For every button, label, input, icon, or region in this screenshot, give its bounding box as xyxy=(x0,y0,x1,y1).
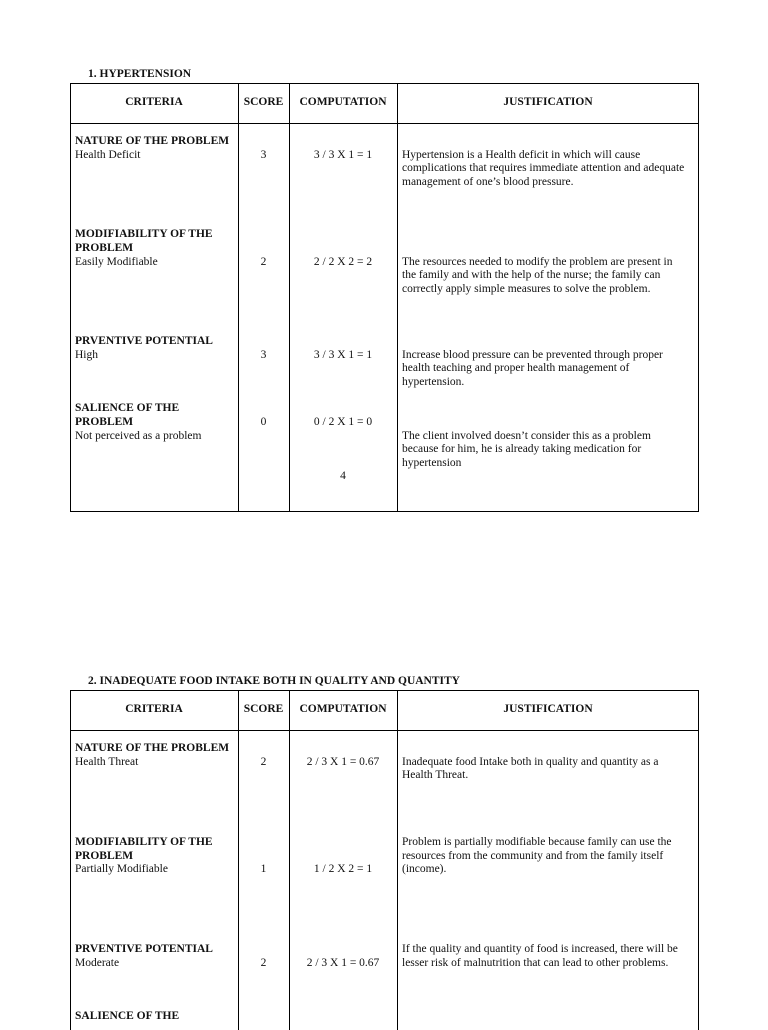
table2-row3-justification-line1: If the quality and quantity of food is increased, there will be xyxy=(402,943,678,955)
table2-row2-justification-line1: Problem is partially modifiable because family can use the xyxy=(402,836,672,848)
table1-row4-justification-line3: hypertension xyxy=(402,457,462,469)
table1-col-divider-3 xyxy=(397,83,398,512)
table1-row2-justification-line2: the family and with the help of the nurse; the family can xyxy=(402,269,661,281)
table1-row2-justification-line3: correctly apply simple measures to solve the problem. xyxy=(402,283,651,295)
table2-row1-justification-line2: Health Threat. xyxy=(402,769,469,781)
table1-row1-criterion: NATURE OF THE PROBLEM xyxy=(75,135,230,147)
table1-col-divider-1 xyxy=(238,83,239,512)
table2-header-computation: COMPUTATION xyxy=(299,703,387,715)
table2-row2-criterion-line1: MODIFIABILITY OF THE xyxy=(75,836,213,848)
table1-row4-justification-line2: because for him, he is already taking medication for xyxy=(402,443,642,455)
table2-row1-score: 2 xyxy=(260,756,267,768)
table2-row2-justification-line2: resources from the community and from the family itself xyxy=(402,850,664,862)
table1-row4-score: 0 xyxy=(260,416,267,428)
table2-row1-level: Health Threat xyxy=(75,756,139,768)
table2-row2-criterion-line2: PROBLEM xyxy=(75,850,134,862)
table1-row2-criterion-line2: PROBLEM xyxy=(75,242,134,254)
table2-row1-computation: 2 / 3 X 1 = 0.67 xyxy=(306,756,380,768)
table2-header-justification: JUSTIFICATION xyxy=(503,703,593,715)
table2-row3-justification-line2: lesser risk of malnutrition that can lead to other problems. xyxy=(402,957,669,969)
table2-row2-level: Partially Modifiable xyxy=(75,863,168,875)
table1-row1-justification-line2: complications that requires immediate attention and adequate xyxy=(402,162,685,174)
table2-row2-score: 1 xyxy=(260,863,267,875)
table2-row4-criterion-line1: SALIENCE OF THE xyxy=(75,1010,180,1022)
table2-row2-computation: 1 / 2 X 2 = 1 xyxy=(313,863,373,875)
table1-header-criteria: CRITERIA xyxy=(125,96,183,108)
table2-row2-justification-line3: (income). xyxy=(402,863,447,875)
table1-row2-score: 2 xyxy=(260,256,267,268)
table1-row1-justification-line1: Hypertension is a Health deficit in which will cause xyxy=(402,149,641,161)
table1-row3-level: High xyxy=(75,349,98,361)
table1-row4-criterion-line2: PROBLEM xyxy=(75,416,134,428)
table1-title: 1. HYPERTENSION xyxy=(88,68,192,80)
table1-row2-level: Easily Modifiable xyxy=(75,256,158,268)
table1-row3-justification-line2: health teaching and proper health management of xyxy=(402,362,630,374)
table2-col-divider-2 xyxy=(289,690,290,1030)
table2-row3-computation: 2 / 3 X 1 = 0.67 xyxy=(306,957,380,969)
table1-row1-computation: 3 / 3 X 1 = 1 xyxy=(313,149,373,161)
table2-header-criteria: CRITERIA xyxy=(125,703,183,715)
table1-row1-score: 3 xyxy=(260,149,267,161)
table1-row3-criterion: PRVENTIVE POTENTIAL xyxy=(75,335,213,347)
table1-header-divider xyxy=(70,123,699,124)
table1-row1-justification-line3: management of one’s blood pressure. xyxy=(402,176,574,188)
table2-header-score: SCORE xyxy=(243,703,284,715)
table2-col-divider-3 xyxy=(397,690,398,1030)
table1-row3-justification-line3: hypertension. xyxy=(402,376,465,388)
table1-row3-justification-line1: Increase blood pressure can be prevented through proper xyxy=(402,349,663,361)
table2-header-divider xyxy=(70,730,699,731)
table1-col-divider-2 xyxy=(289,83,290,512)
table2-title: 2. INADEQUATE FOOD INTAKE BOTH IN QUALITY AND QUANTITY xyxy=(88,675,460,687)
table1-row3-computation: 3 / 3 X 1 = 1 xyxy=(313,349,373,361)
table2-row3-score: 2 xyxy=(260,957,267,969)
table2-col-divider-1 xyxy=(238,690,239,1030)
table1-row1-level: Health Deficit xyxy=(75,149,141,161)
table1-row2-computation: 2 / 2 X 2 = 2 xyxy=(313,256,373,268)
table1-header-score: SCORE xyxy=(243,96,284,108)
table1-row4-level: Not perceived as a problem xyxy=(75,430,202,442)
table1-header-computation: COMPUTATION xyxy=(299,96,387,108)
table1-row4-criterion-line1: SALIENCE OF THE xyxy=(75,402,180,414)
table1-row3-score: 3 xyxy=(260,349,267,361)
table1-header-justification: JUSTIFICATION xyxy=(503,96,593,108)
table1-row4-computation: 0 / 2 X 1 = 0 xyxy=(313,416,373,428)
table1-row2-justification-line1: The resources needed to modify the problem are present in xyxy=(402,256,673,268)
table1-row4-justification-line1: The client involved doesn’t consider this as a problem xyxy=(402,430,651,442)
table2-row3-level: Moderate xyxy=(75,957,120,969)
table2-row3-criterion: PRVENTIVE POTENTIAL xyxy=(75,943,213,955)
table1-total-score: 4 xyxy=(340,470,346,482)
table2-row1-justification-line1: Inadequate food Intake both in quality and quantity as a xyxy=(402,756,659,768)
table2-row1-criterion: NATURE OF THE PROBLEM xyxy=(75,742,230,754)
table1-row2-criterion-line1: MODIFIABILITY OF THE xyxy=(75,228,213,240)
